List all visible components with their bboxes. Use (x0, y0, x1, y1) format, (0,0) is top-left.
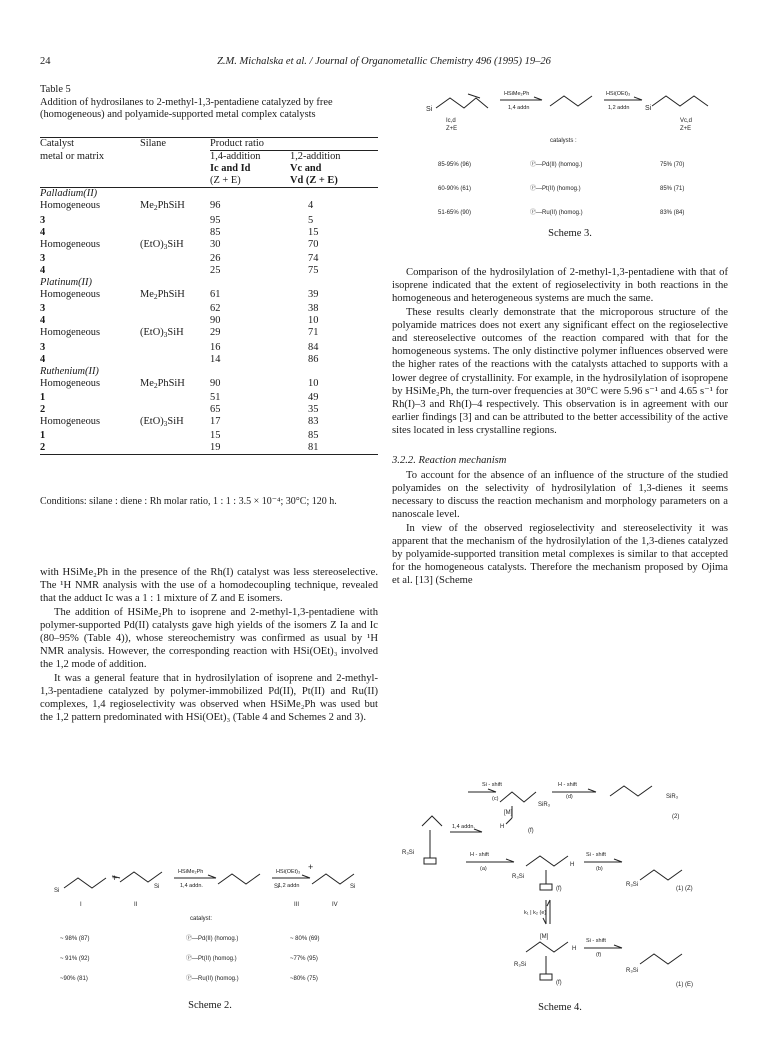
cell-silane: $(EtO)_3SiH$ (140, 416, 184, 429)
table-row (40, 327, 378, 341)
addition-mode-label: 1,4 addn. (180, 883, 203, 889)
paragraph: These results clearly demonstrate that the microporous structure of the polyamide matrices does not exert any significant effect on the regioselective and stereoselective outcomes of the reaction compared with that for the homogeneous systems. The only distinctive polymer influences observed were the higher rates of the reactions with the catalysts attached to supports with a lower degree of crystallinity. For example, in the hydrosilylation of isopropene by HSiMe₂Ph, the turn-over frequencies at 30°C were 5.96 s⁻¹ and 4.65 s⁻¹ for Rh(I)–3 and Rh(I)–4 respectively. This observation is in agreement with our earlier findings [3] and can be attributed to the better accessibility of the active sites located in less crystalline regions. (392, 306, 728, 437)
scheme-label: R₃Si (514, 962, 527, 968)
svg-text:H: H (572, 946, 577, 952)
scheme-label: (2) (672, 814, 680, 820)
cell-12-addition: 85 (308, 430, 319, 442)
table-section-row (40, 188, 378, 201)
col-header-silane: Silane (140, 138, 166, 149)
scheme-label: R₃Si (512, 874, 525, 880)
page-header (40, 56, 728, 70)
svg-text:[M]: [M] (540, 934, 549, 940)
cell-silane: $Me_2PhSiH$ (140, 289, 185, 302)
table-row (40, 265, 378, 277)
table-row (40, 289, 378, 303)
scheme-4-caption: Scheme 4. (538, 1002, 582, 1013)
scheme-3-drawing (420, 84, 720, 244)
table-5 (40, 137, 378, 455)
si-label: Si (426, 106, 433, 113)
cell-14-addition: 29 (210, 327, 221, 339)
scheme-2-drawing (50, 862, 370, 1002)
scheme-label: (1) (Z) (676, 886, 693, 892)
cell-silane (140, 215, 210, 227)
table-section-row (40, 366, 378, 378)
cell-14-addition: 61 (210, 289, 221, 301)
scheme-label: R₃Si (402, 850, 415, 856)
scheme-label: SiR₃ (666, 794, 679, 800)
catalysts-label: catalysts : (550, 138, 577, 144)
cell-12-addition: 74 (308, 252, 319, 264)
cell-12-addition: 81 (308, 442, 319, 454)
catalyst-label: Ⓟ—Pt(II) (homog.) (186, 956, 237, 962)
yield-left: 85-95% (96) (438, 162, 472, 168)
cell-12-addition: 70 (308, 238, 319, 250)
yield-left: ~ 91% (92) (60, 956, 90, 962)
cell-silane (140, 253, 210, 265)
scheme-3 (420, 84, 720, 244)
paragraph: In view of the observed regioselectivity and stereoselectivity it was apparent that the mechanism of the hydrosilylation of the 1,3-dienes catalyzed by polyamide-supported transition metal complexes is similar to that accepted for the homogeneous catalysts. Therefore the mechanism proposed by Ojima et al. [13] (Scheme (392, 522, 728, 587)
si-label: Si (645, 105, 652, 112)
cell-14-addition: 90 (210, 377, 221, 389)
cell-catalyst: 2 (40, 442, 46, 454)
cell-catalyst: 1 (40, 391, 46, 403)
addition-mode-label: 1,2 addn (608, 105, 630, 111)
cell-14-addition: 90 (210, 315, 221, 327)
left-column-text (40, 566, 378, 724)
paragraph: The addition of HSiMe₂Ph to isoprene and 2-methyl-1,3-pentadiene with polymer-supported Pd(II) catalysts gave high yields of the isomers Z Ia and Ic (80–95% (Table 4)), whose stereochemistry was confirmed as usual by ¹H NMR analysis. However, the corresponding reaction with HSi(OEt)₃ involved the 1,2 mode of addition. (40, 606, 378, 671)
cell-14-addition: 65 (210, 403, 221, 415)
scheme-2-caption: Scheme 2. (188, 1000, 232, 1011)
cell-silane (140, 265, 210, 277)
cell-silane: $(EtO)_3SiH$ (140, 327, 184, 340)
scheme-label: SiR₃ (538, 802, 551, 808)
cell-catalyst: 4 (40, 353, 46, 365)
cell-catalyst: 2 (40, 403, 46, 415)
si-label: Si (154, 884, 160, 890)
table-row (40, 239, 378, 253)
cell-12-addition: 86 (308, 353, 319, 365)
cell-14-addition: 30 (210, 238, 221, 250)
cell-14-addition: 85 (210, 226, 221, 238)
cell-14-addition: 16 (210, 341, 221, 353)
catalysts-label: catalyst: (190, 916, 213, 922)
cell-12-addition: 10 (308, 315, 319, 327)
cell-silane: $(EtO)_3SiH$ (140, 238, 184, 251)
reagent-label: HSiMe₂Ph (178, 869, 204, 875)
col-header-14: 1,4-addition Ic and Id (Z + E) (210, 151, 261, 187)
table-caption (40, 84, 378, 122)
cell-14-addition: 19 (210, 442, 221, 454)
cell-14-addition: 62 (210, 303, 221, 315)
svg-text:+: + (308, 862, 314, 872)
product-label: Ic,d (446, 118, 456, 124)
cell-12-addition: 39 (308, 289, 319, 301)
compound-label: I (80, 902, 82, 908)
table-section-row (40, 277, 378, 289)
reagent-label: HSiMe₂Ph (504, 91, 530, 97)
svg-text:H: H (570, 862, 575, 868)
paragraph: Comparison of the hydrosilylation of 2-methyl-1,3-pentadiene with that of isoprene indicated that the extent of regioselectivity in both reactions in the homogeneous and heterogeneous systems are much the same. (392, 267, 728, 305)
scheme-4 (400, 762, 720, 1030)
cell-14-addition: 14 (210, 353, 221, 365)
yield-left: 51-65% (90) (438, 210, 472, 216)
scheme-label: R₃Si (626, 968, 639, 974)
addition-mode-label: 1,4 addn (508, 105, 530, 111)
table-row (40, 378, 378, 392)
yield-right: ~77% (95) (290, 956, 318, 962)
scheme-3-caption: Scheme 3. (548, 228, 592, 239)
yield-right: 85% (71) (660, 186, 685, 192)
scheme-2 (50, 862, 370, 1017)
table-row (40, 227, 378, 239)
table-row (40, 315, 378, 327)
yield-right: 83% (84) (660, 210, 685, 216)
section-label: Palladium(II) (40, 188, 98, 200)
col-header-catalyst-sub: metal or matrix (40, 150, 105, 162)
yield-left: 60-90% (61) (438, 186, 472, 192)
yield-left: ~ 98% (87) (60, 936, 90, 942)
scheme-label: (a) (480, 866, 487, 872)
cell-12-addition: 15 (308, 226, 319, 238)
scheme-label: H - shift (470, 852, 489, 858)
scheme-label: (c) (492, 796, 499, 802)
cell-catalyst: 4 (40, 264, 46, 276)
product-label: Z+E (680, 126, 692, 132)
scheme-label: 1,4 addn. (452, 824, 475, 830)
table-row (40, 303, 378, 315)
cell-silane (140, 303, 210, 315)
si-label: Si (54, 888, 60, 894)
paragraph: It was a general feature that in hydrosilylation of isoprene and 2-methyl-1,3-pentadiene catalyzed by polymer-immobilized Pd(II), Pt(II) and Ru(II) complexes, 1,4 regioselectivity was observed when HSiMe₂Ph was used but the 1,2 pattern predominated with HSi(OEt)₃ (Table 4 and Schemes 2 and 3). (40, 672, 378, 724)
cell-14-addition: 96 (210, 200, 221, 212)
cell-12-addition: 5 (308, 214, 314, 226)
section-label: Platinum(II) (40, 277, 92, 289)
cell-catalyst: 3 (40, 252, 46, 264)
cell-14-addition: 95 (210, 214, 221, 226)
cell-14-addition: 51 (210, 391, 221, 403)
cell-12-addition: 71 (308, 327, 319, 339)
reagent-label: HSi(OEt)₃ (276, 869, 301, 875)
table-row (40, 430, 378, 442)
cell-catalyst: Homogeneous (40, 238, 101, 250)
scheme-label: Si - shift (586, 938, 606, 944)
scheme-label: k₁ | k₂ (e) (524, 910, 547, 916)
cell-12-addition: 35 (308, 403, 319, 415)
cell-catalyst: Homogeneous (40, 416, 101, 428)
scheme-label: R₃Si (626, 882, 639, 888)
cell-catalyst: 4 (40, 315, 46, 327)
product-label: Z+E (446, 126, 458, 132)
scheme-label: H - shift (558, 782, 577, 788)
table-row (40, 404, 378, 416)
scheme-4-drawing (400, 762, 720, 1014)
svg-text:+: + (112, 873, 118, 883)
paragraph: with HSiMe₂Ph in the presence of the Rh(I) catalyst was less stereoselective. The ¹H NMR analysis with the use of a homodecoupling technique, revealed that the adduct Ic was a 1 : 1 mixture of Z and E isomers. (40, 567, 378, 605)
cell-silane (140, 227, 210, 239)
scheme-label: (f) (596, 952, 602, 958)
cell-silane (140, 342, 210, 354)
section-heading: 3.2.2. Reaction mechanism (392, 454, 507, 466)
yield-left: ~90% (81) (60, 976, 88, 982)
si-label: Si (350, 884, 356, 890)
yield-right: ~ 80% (69) (290, 936, 320, 942)
table-caption-text: Addition of hydrosilanes to 2-methyl-1,3-pentadiene catalyzed by free (homogeneous) and polyamide-supported metal complex catalysts (40, 96, 333, 121)
section-label: Ruthenium(II) (40, 365, 99, 377)
table-row (40, 392, 378, 404)
cell-14-addition: 17 (210, 416, 221, 428)
cell-14-addition: 26 (210, 252, 221, 264)
table-row (40, 342, 378, 354)
cell-catalyst: 4 (40, 226, 46, 238)
cell-14-addition: 25 (210, 264, 221, 276)
cell-silane: $Me_2PhSiH$ (140, 200, 185, 213)
journal-reference: Z.M. Michalska et al. / Journal of Organometallic Chemistry 496 (1995) 19–26 (217, 56, 551, 67)
cell-catalyst: 3 (40, 303, 46, 315)
scheme-label: [M] (504, 810, 513, 816)
cell-12-addition: 84 (308, 341, 319, 353)
cell-12-addition: 4 (308, 200, 314, 212)
cell-catalyst: 3 (40, 341, 46, 353)
product-label: Vc,d (680, 118, 693, 124)
compound-label: IV (332, 902, 338, 908)
scheme-label: Si - shift (482, 782, 502, 788)
col-header-12: 1,2-addition Vc and Vd (Z + E) (290, 151, 341, 187)
table-row (40, 253, 378, 265)
cell-silane: $Me_2PhSiH$ (140, 377, 185, 390)
cell-catalyst: Homogeneous (40, 200, 101, 212)
yield-right: ~80% (75) (290, 976, 318, 982)
cell-14-addition: 15 (210, 430, 221, 442)
table-row (40, 354, 378, 366)
cell-12-addition: 83 (308, 416, 319, 428)
cell-12-addition: 49 (308, 391, 319, 403)
cell-12-addition: 38 (308, 303, 319, 315)
col-header-catalyst: Catalyst (40, 138, 75, 149)
compound-label: II (134, 902, 138, 908)
cell-12-addition: 10 (308, 377, 319, 389)
compound-label: III (294, 902, 300, 908)
cell-silane (140, 404, 210, 416)
table-row (40, 200, 378, 214)
svg-text:(f): (f) (556, 980, 562, 986)
cell-catalyst: Homogeneous (40, 377, 101, 389)
page-number: 24 (40, 56, 51, 67)
table-row (40, 215, 378, 227)
right-column-text (392, 266, 728, 588)
cell-catalyst: Homogeneous (40, 327, 101, 339)
svg-text:(f): (f) (556, 886, 562, 892)
catalyst-label: Ⓟ—Pd(II) (homog.) (186, 936, 239, 942)
catalyst-label: Ⓟ—Pt(II) (homog.) (530, 186, 581, 192)
scheme-label: Si - shift (586, 852, 606, 858)
table-row (40, 416, 378, 430)
scheme-label: (f) (528, 828, 534, 834)
si-label: Si (274, 884, 280, 890)
table-label: Table 5 (40, 84, 71, 95)
cell-catalyst: 1 (40, 430, 46, 442)
cell-silane (140, 354, 210, 366)
col-header-product-ratio: Product ratio (210, 138, 378, 151)
scheme-label: (d) (566, 794, 573, 800)
yield-right: 75% (70) (660, 162, 685, 168)
cell-catalyst: 3 (40, 214, 46, 226)
cell-silane (140, 430, 210, 442)
reagent-label: HSi(OEt)₃ (606, 91, 631, 97)
scheme-label: (1) (E) (676, 982, 693, 988)
scheme-label: H (500, 824, 505, 830)
catalyst-label: Ⓟ—Pd(II) (homog.) (530, 162, 583, 168)
table-row (40, 442, 378, 455)
cell-catalyst: Homogeneous (40, 289, 101, 301)
cell-silane (140, 392, 210, 404)
cell-12-addition: 75 (308, 264, 319, 276)
scheme-label: (b) (596, 866, 603, 872)
addition-mode-label: 1,2 addn (278, 883, 300, 889)
catalyst-label: Ⓟ—Ru(II) (homog.) (530, 210, 583, 216)
paragraph: To account for the absence of an influence of the structure of the studied polyamides on the selectivity of hydrosilylation of 1,3-dienes it seems necessary to discuss the reaction mechanism and morphology parameters on a nanoscale level. (392, 469, 728, 521)
catalyst-label: Ⓟ—Ru(II) (homog.) (186, 976, 239, 982)
table-footnote: Conditions: silane : diene : Rh molar ratio, 1 : 1 : 3.5 × 10⁻⁴; 30°C; 120 h. (40, 496, 337, 507)
cell-silane (140, 315, 210, 327)
cell-silane (140, 442, 210, 455)
